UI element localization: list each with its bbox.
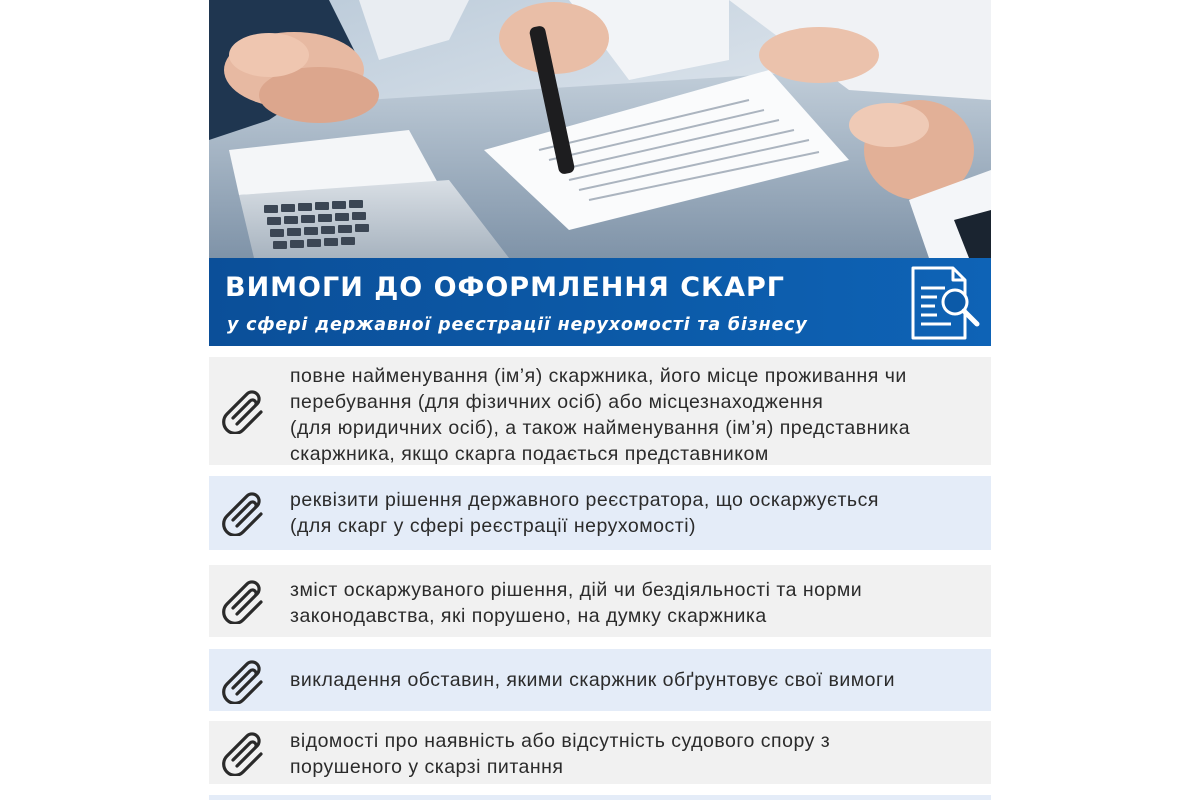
- requirement-item: [209, 649, 991, 711]
- requirement-item: [209, 721, 991, 784]
- requirement-line: скаржника, якщо скарга подається представником: [290, 443, 769, 465]
- paperclip-icon: [221, 388, 267, 434]
- requirement-line: (для юридичних осіб), а також найменування (ім’я) представника: [290, 417, 911, 439]
- requirement-line: зміст оскаржуваного рішення, дій чи бездіяльності та норми: [290, 579, 863, 601]
- paperclip-icon: [221, 730, 267, 776]
- header-banner: [209, 258, 991, 346]
- requirement-item: [209, 565, 991, 637]
- paperclip-icon: [221, 578, 267, 624]
- requirement-text: [290, 728, 981, 780]
- business-meeting-photo: [209, 0, 991, 258]
- paperclip-icon: [221, 490, 267, 536]
- requirement-item: [209, 476, 991, 550]
- requirement-line: перебування (для фізичних осіб) або місцезнаходження: [290, 391, 824, 413]
- requirement-text: [290, 667, 981, 693]
- document-search-icon: [907, 264, 983, 344]
- requirement-line: (для скарг у сфері реєстрації нерухомості): [290, 515, 697, 537]
- requirement-item: [209, 357, 991, 465]
- requirement-text: [290, 577, 981, 629]
- requirement-line: відомості про наявність або відсутність судового спору з: [290, 730, 831, 752]
- requirement-line: реквізити рішення державного реєстратора, що оскаржується: [290, 489, 879, 511]
- requirement-line: законодавства, які порушено, на думку скаржника: [290, 605, 767, 627]
- requirement-line: порушеного у скарзі питання: [290, 756, 564, 778]
- requirement-line: повне найменування (ім’я) скаржника, його місце проживання чи: [290, 365, 907, 387]
- requirement-text: [290, 363, 981, 467]
- requirement-item-partial: [209, 795, 991, 800]
- poster: [209, 0, 991, 800]
- requirement-text: [290, 487, 981, 539]
- paperclip-icon: [221, 658, 267, 704]
- requirement-line: викладення обставин, якими скаржник обґрунтовує свої вимоги: [290, 669, 896, 691]
- page-subtitle: у сфері державної реєстрації нерухомості та бізнесу: [227, 315, 808, 335]
- page-title: ВИМОГИ ДО ОФОРМЛЕННЯ СКАРГ: [225, 272, 785, 303]
